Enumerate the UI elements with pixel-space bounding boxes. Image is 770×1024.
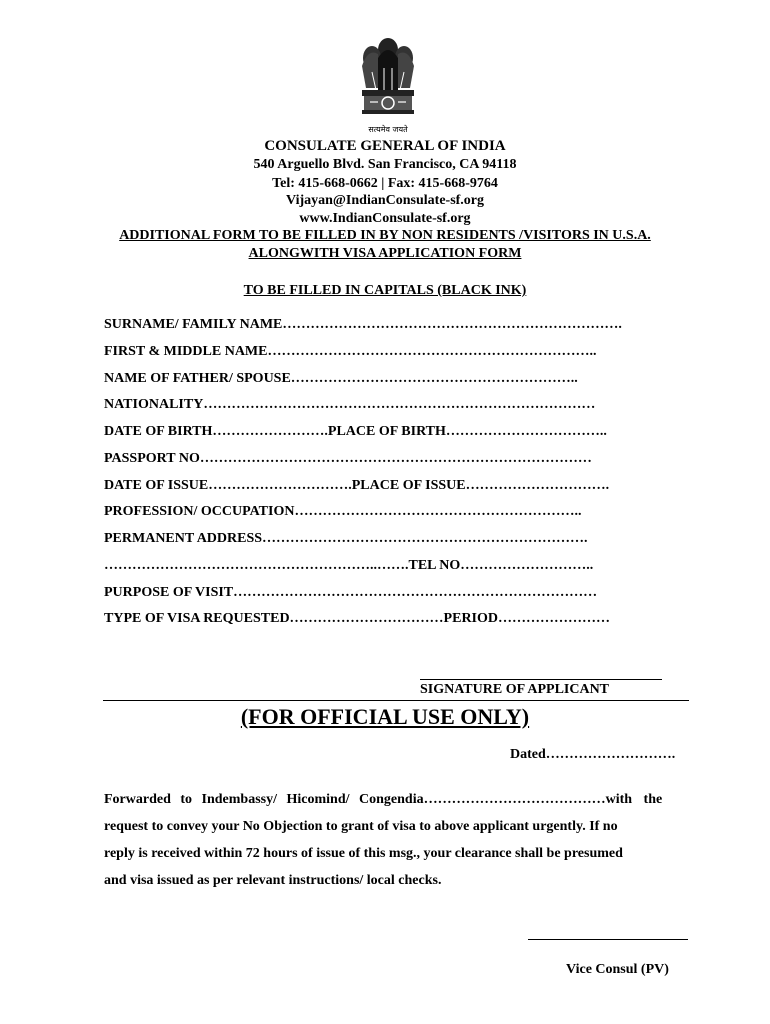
field-dob-place-of-birth[interactable]: DATE OF BIRTH…………………….PLACE OF BIRTH……………………………..	[104, 424, 607, 439]
field-permanent-address[interactable]: PERMANENT ADDRESS…………………………………………………………….	[104, 531, 588, 546]
field-first-middle-name[interactable]: FIRST & MIDDLE NAME……………………………………………………………..	[104, 344, 597, 359]
field-visa-type-period[interactable]: TYPE OF VISA REQUESTED……………………………PERIOD……………………	[104, 611, 610, 626]
field-passport-no[interactable]: PASSPORT NO…………………………………………………………………………	[104, 451, 592, 466]
field-profession[interactable]: PROFESSION/ OCCUPATION……………………………………………………..	[104, 504, 582, 519]
field-address-tel[interactable]: …………………………………………………..…….TEL NO………………………..	[104, 558, 594, 573]
forward-to-text: Forwarded to Indembassy/ Hicomind/ Congendia	[104, 792, 424, 807]
consulate-email: Vijayan@IndianConsulate-sf.org	[285, 193, 485, 208]
form-title-line2: ALONGWITH VISA APPLICATION FORM	[248, 246, 522, 261]
official-para-line1	[104, 792, 662, 808]
emblem-motto: सत्यमेव जयते	[368, 125, 408, 134]
consulate-website: www.IndianConsulate-sf.org	[299, 211, 471, 226]
official-use-heading: (FOR OFFICIAL USE ONLY)	[240, 704, 530, 729]
official-para-line2: request to convey your No Objection to grant of visa to above applicant urgently. If no	[104, 819, 618, 834]
official-para-line4: and visa issued as per relevant instructions/ local checks.	[104, 873, 442, 888]
field-father-spouse[interactable]: NAME OF FATHER/ SPOUSE……………………………………………………..	[104, 371, 578, 386]
consulate-phones: Tel: 415-668-0662 | Fax: 415-668-9764	[272, 176, 498, 191]
field-purpose-of-visit[interactable]: PURPOSE OF VISIT……………………………………………………………………	[104, 585, 598, 600]
consulate-name: CONSULATE GENERAL OF INDIA	[264, 138, 506, 154]
consul-title: Vice Consul (PV)	[566, 962, 669, 977]
signature-line[interactable]	[420, 679, 662, 680]
official-para-line3: reply is received within 72 hours of issue of this msg., your clearance shall be presumed	[104, 846, 623, 861]
national-emblem	[348, 28, 428, 140]
forward-to-blank: …………………………………with the	[423, 792, 663, 807]
form-title-line1: ADDITIONAL FORM TO BE FILLED IN BY NON RESIDENTS /VISITORS IN U.S.A.	[119, 228, 651, 243]
form-instruction: TO BE FILLED IN CAPITALS (BLACK INK)	[243, 283, 527, 298]
field-nationality[interactable]: NATIONALITY…………………………………………………………………………	[104, 397, 596, 412]
field-issue-date-place[interactable]: DATE OF ISSUE………………………….PLACE OF ISSUE………………………….	[104, 478, 610, 493]
consulate-address: 540 Arguello Blvd. San Francisco, CA 94118	[253, 157, 517, 172]
official-dated: Dated……………………….	[510, 747, 676, 762]
consul-signature-line	[528, 939, 688, 940]
section-divider	[103, 700, 689, 701]
signature-label: SIGNATURE OF APPLICANT	[420, 682, 610, 697]
field-surname[interactable]: SURNAME/ FAMILY NAME……………………………………………………………….	[104, 317, 622, 332]
